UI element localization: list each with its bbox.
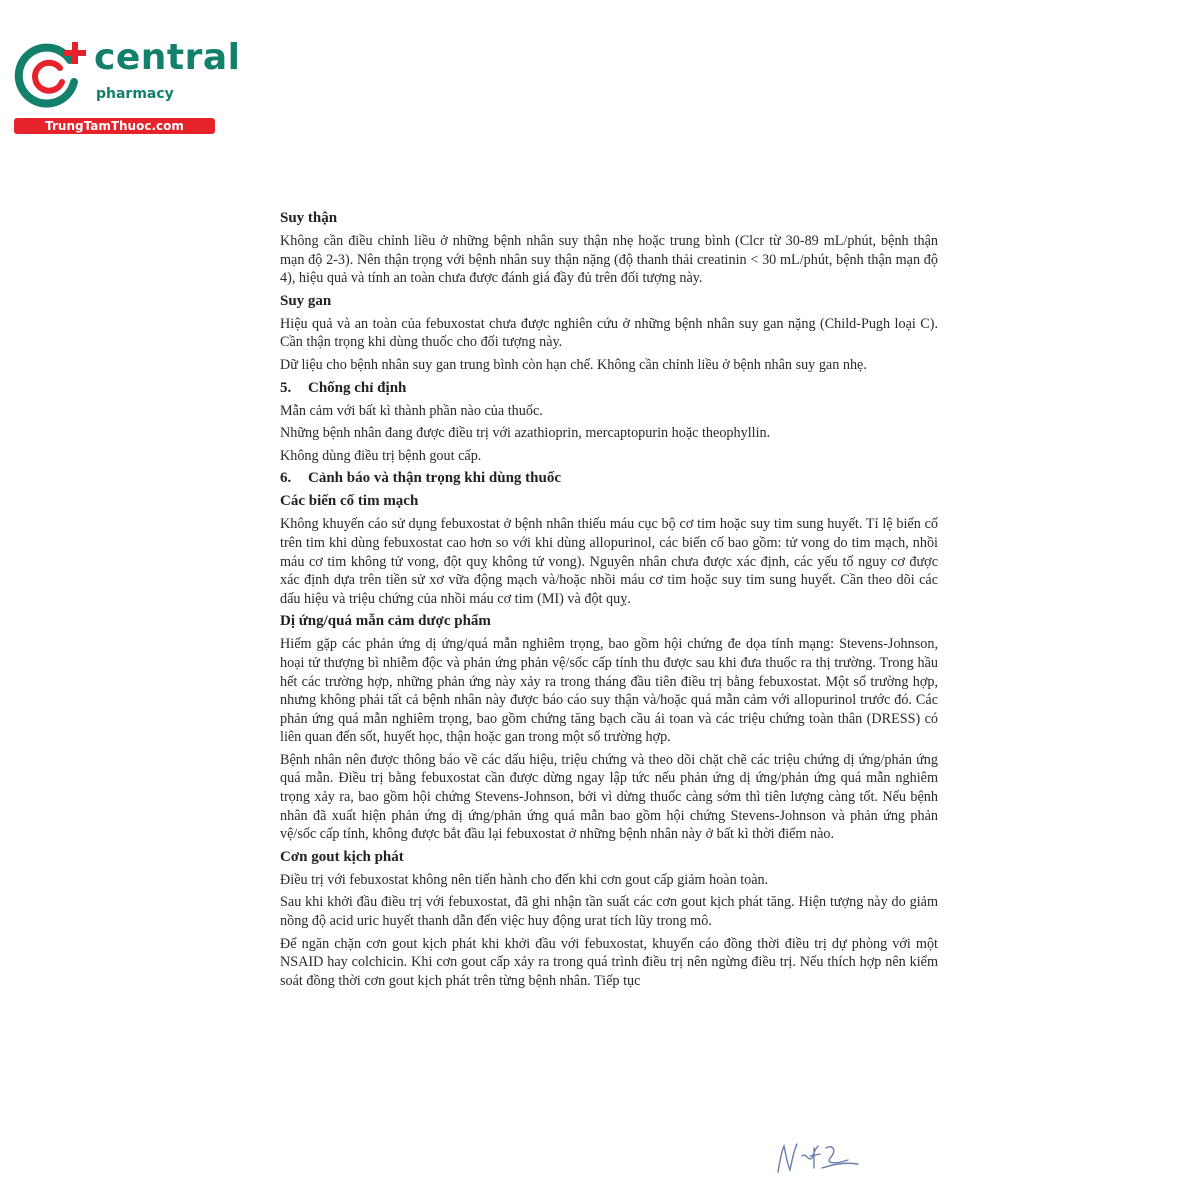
paragraph: Sau khi khởi đầu điều trị với febuxostat, đã ghi nhận tần suất các cơn gout kịch phát tăng. Hiện tượng này do giảm nồng độ acid uric huyết thanh dẫn đến việc huy động urat tích lũy trong mô. <box>280 894 938 930</box>
brand-name: central <box>94 37 241 78</box>
section-heading-di-ung: Dị ứng/quá mẫn cảm dược phẩm <box>280 613 491 630</box>
paragraph: Dữ liệu cho bệnh nhân suy gan trung bình còn hạn chế. Không cần chỉnh liều ở bệnh nhân suy gan nhẹ. <box>280 356 867 373</box>
brand-subtitle: pharmacy <box>96 86 174 102</box>
signature-mark <box>770 1138 866 1178</box>
section-heading-chong-chi-dinh <box>280 379 938 398</box>
brand-website-banner: TrungTamThuoc.com <box>14 118 215 134</box>
central-pharmacy-logo-icon <box>12 38 88 114</box>
paragraph: Bệnh nhân nên được thông báo về các dấu hiệu, triệu chứng và theo dõi chặt chẽ các triệu chứng dị ứng/phản ứng quá mẫn. Điều trị bằng febuxostat cần được dừng ngay lập tức nếu phản ứng dị ứng/phản ứng quá mẫn nghiêm trọng xảy ra, bao gồm hội chứng Stevens-Johnson, bởi vì dừng thuốc càng sớm thì tiên lượng càng tốt. Nếu bệnh nhân đã xuất hiện phản ứng dị ứng/phản ứng quá mẫn bao gồm hội chứng Stevens-Johnson và phản ứng phản vệ/sốc cấp tính, không được bắt đầu lại febuxostat ở những bệnh nhân này ở bất kì thời điểm nào. <box>280 751 938 843</box>
section-number: 5. <box>280 379 292 396</box>
section-heading-gout: Cơn gout kịch phát <box>280 848 404 865</box>
paragraph: Hiếm gặp các phản ứng dị ứng/quá mẫn nghiêm trọng, bao gồm hội chứng đe dọa tính mạng: Stevens-Johnson, hoại tử thượng bì nhiễm độc và phản ứng phản vệ/sốc cấp tính thu được sau khi đưa thuốc ra thị trường. Trong hầu hết các trường hợp, những phản ứng này xảy ra trong tháng đầu tiên điều trị bằng febuxostat. Một số trường hợp, nhưng không phải tất cả bệnh nhân này được báo cáo suy thận và/hoặc quá mẫn cảm với allopurinol trước đó. Các phản ứng quá mẫn nghiêm trọng, bao gồm chứng tăng bạch cầu ái toan và các triệu chứng toàn thân (DRESS) có liên quan đến sốt, huyết học, thận hoặc gan trong một số trường hợp. <box>280 636 938 746</box>
paragraph: Để ngăn chặn cơn gout kịch phát khi khởi đầu với febuxostat, khuyến cáo đồng thời điều trị dự phòng với một NSAID hay colchicin. Khi cơn gout cấp xảy ra trong quá trình điều trị nên ngừng điều trị. Nếu thích hợp nên kiểm soát đồng thời cơn gout kịch phát trên từng bệnh nhân. Tiếp tục <box>280 935 938 989</box>
paragraph: Hiệu quả và an toàn của febuxostat chưa được nghiên cứu ở những bệnh nhân suy gan nặng (Child-Pugh loại C). Cần thận trọng khi dùng thuốc cho đối tượng này. <box>280 315 938 351</box>
section-title: Chống chỉ định <box>308 379 407 396</box>
brand-logo <box>8 36 241 136</box>
section-heading-canh-bao <box>280 469 938 488</box>
section-heading-tim-mach: Các biến cố tim mạch <box>280 493 419 510</box>
paragraph: Không cần điều chỉnh liều ở những bệnh nhân suy thận nhẹ hoặc trung bình (Clcr từ 30-89 mL/phút, bệnh thận mạn độ 2-3). Nên thận trọng với bệnh nhân suy thận nặng (độ thanh thải creatinin < 30 mL/phút, bệnh thận mạn độ 4), hiệu quả và tính an toàn chưa được đánh giá đầy đủ trên đối tượng này. <box>280 233 938 287</box>
section-heading-suy-than: Suy thận <box>280 210 338 226</box>
section-heading-suy-gan: Suy gan <box>280 292 332 309</box>
paragraph: Mẫn cảm với bất kì thành phần nào của thuốc. <box>280 402 543 419</box>
section-title: Cảnh báo và thận trọng khi dùng thuốc <box>308 470 562 487</box>
document-body <box>278 207 938 994</box>
paragraph: Không dùng điều trị bệnh gout cấp. <box>280 447 482 464</box>
paragraph: Những bệnh nhân đang được điều trị với azathioprin, mercaptopurin hoặc theophyllin. <box>280 425 771 442</box>
paragraph: Điều trị với febuxostat không nên tiến hành cho đến khi cơn gout cấp giảm hoàn toàn. <box>280 871 769 888</box>
paragraph: Không khuyến cáo sử dụng febuxostat ở bệnh nhân thiếu máu cục bộ cơ tim hoặc suy tim sung huyết. Tỉ lệ biến cố trên tim khi dùng febuxostat cao hơn so với khi dùng allopurinol, các biến cố bao gồm: tử vong do tim mạch, nhồi máu cơ tim không tử vong, đột quỵ không tử vong). Nguyên nhân chưa được xác định, các yếu tố nguy cơ được xác định dựa trên tiền sử xơ vữa động mạch và/hoặc nhồi máu cơ tim hoặc suy tim sung huyết. Cần theo dõi các dấu hiệu và triệu chứng của nhồi máu cơ tim (MI) và đột quỵ. <box>280 516 938 607</box>
section-number: 6. <box>280 470 292 487</box>
